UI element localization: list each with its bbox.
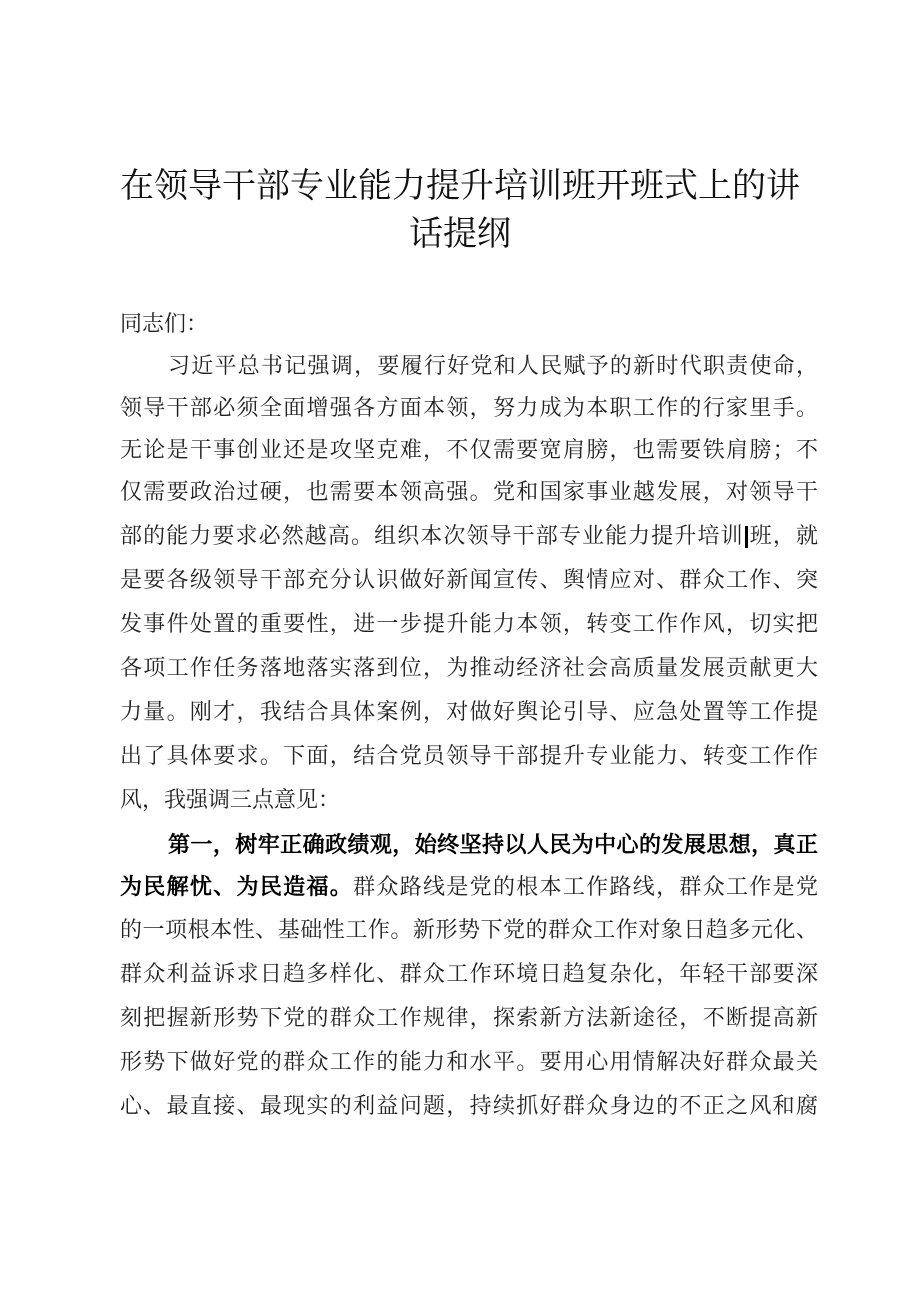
salutation: 同志们：: [120, 312, 209, 337]
para1-line-2: 领导干部必须全面增强各方面本领，努力成为本职工作的行家里手。: [120, 396, 818, 421]
para1-line-5-a: 部的能力要求必然越高。组织本次领导干部专业能力提升培训: [120, 524, 744, 549]
para2-line-4: 群众利益诉求日趋多样化、群众工作环境日趋复杂化，年轻干部要深: [120, 962, 818, 987]
para1-line-5-b: 班，就: [748, 524, 818, 549]
para1-line-6: 是要各级领导干部充分认识做好新闻宣传、舆情应对、群众工作、突: [120, 568, 818, 593]
para2-line-6: 形势下做好党的群众工作的能力和水平。要用心用情解决好群众最关: [120, 1050, 818, 1075]
para2-heading-line-1: 第一，树牢正确政绩观，始终坚持以人民为中心的发展思想，真正: [168, 832, 818, 858]
para1-line-4: 仅需要政治过硬，也需要本领高强。党和国家事业越发展，对领导干: [120, 480, 818, 505]
para1-line-3: 无论是干事创业还是攻坚克难，不仅需要宽肩膀，也需要铁肩膀；不: [120, 438, 818, 463]
para2-line-5: 刻把握新形势下党的群众工作规律，探索新方法新途径，不断提高新: [120, 1006, 818, 1031]
para1-line-11: 风，我强调三点意见：: [120, 788, 341, 813]
para1-line-10: 出了具体要求。下面，结合党员领导干部提升专业能力、转变工作作: [120, 744, 818, 769]
para1-line-5: [120, 522, 818, 552]
para2-line-7: 心、最直接、最现实的利益问题，持续抓好群众身边的不正之风和腐: [120, 1094, 818, 1119]
para2-line-2: [120, 872, 818, 902]
para2-line-2-rest: 群众路线是党的根本工作路线，群众工作是党: [353, 875, 818, 900]
title-line-1: 在领导干部专业能力提升培训班开班式上的讲: [120, 166, 800, 206]
para1-line-7: 发事件处置的重要性，进一步提升能力本领，转变工作作风，切实把: [120, 612, 818, 637]
text-cursor-mark: [745, 526, 748, 548]
para1-line-8: 各项工作任务落地落实落到位，为推动经济社会高质量发展贡献更大: [120, 656, 818, 681]
title-line-2: 话提纲: [409, 214, 511, 254]
para1-line-1: 习近平总书记强调，要履行好党和人民赋予的新时代职责使命，: [168, 354, 818, 379]
document-title: [100, 162, 820, 258]
para2-heading-line-2: 为民解忧、为民造福。: [120, 874, 354, 900]
para1-line-9: 力量。刚才，我结合具体案例，对做好舆论引导、应急处置等工作提: [120, 700, 818, 725]
para2-line-3: 的一项根本性、基础性工作。新形势下党的群众工作对象日趋多元化、: [120, 918, 818, 943]
